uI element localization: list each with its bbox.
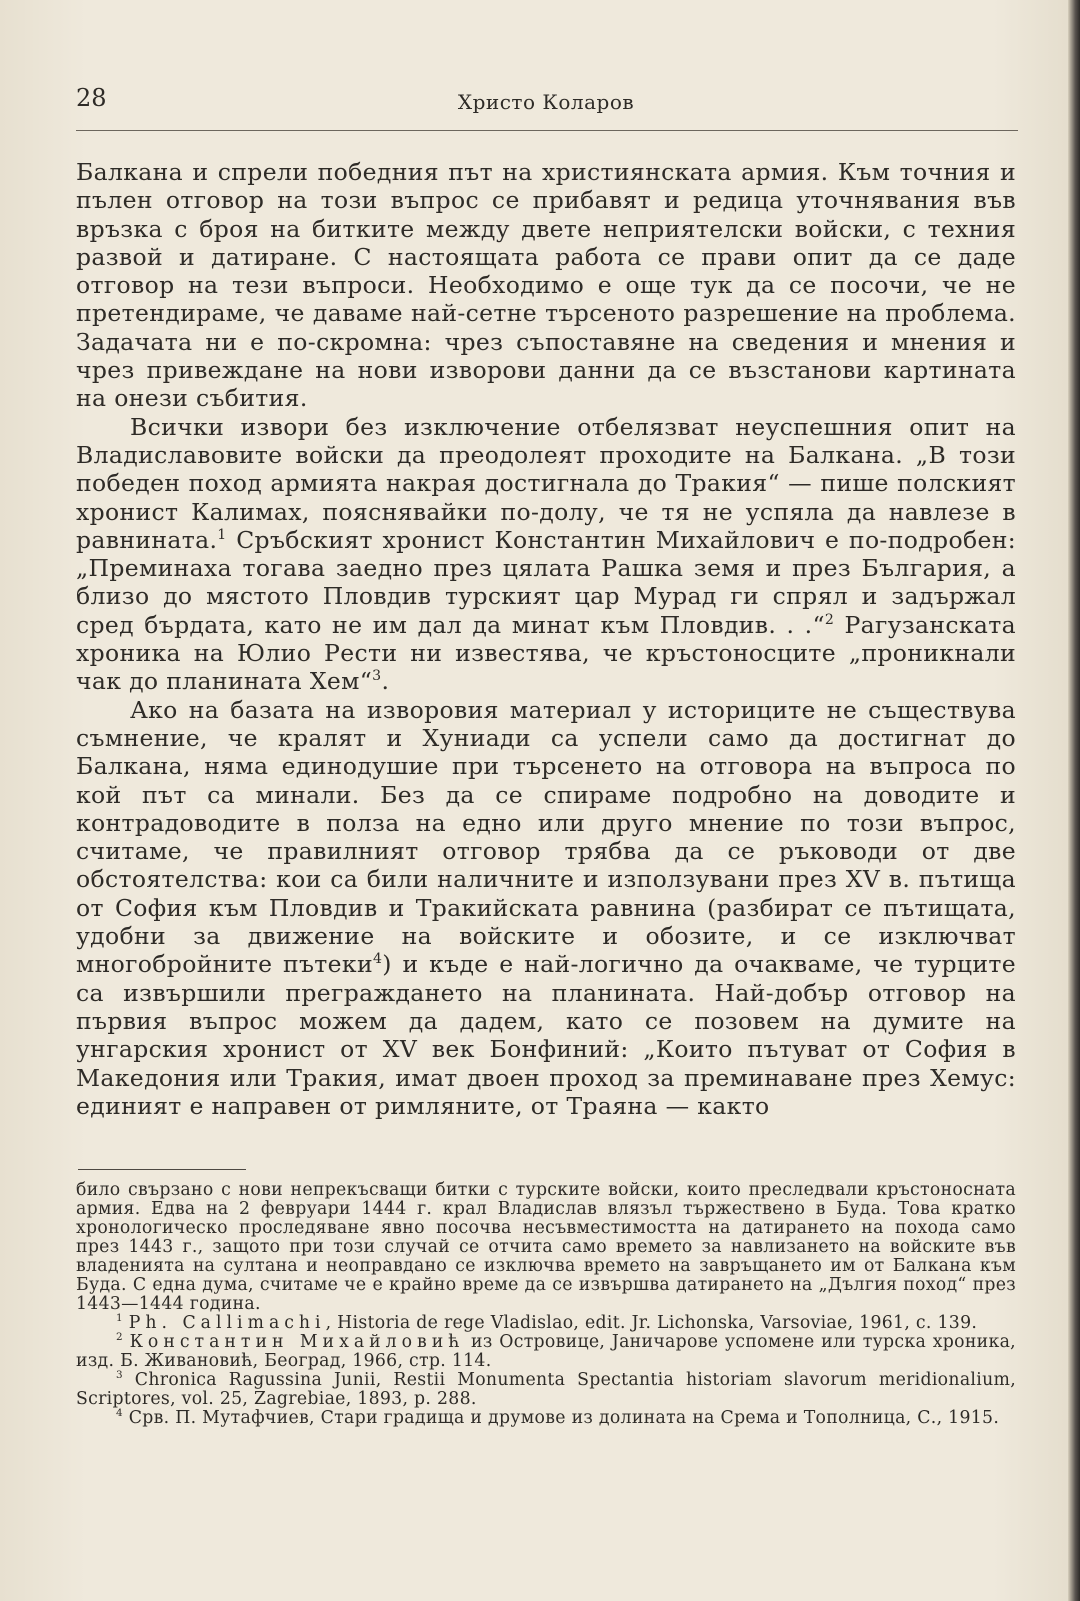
- paragraph-2-text-d: .: [381, 667, 390, 696]
- running-title: Христо Коларов: [457, 90, 635, 114]
- footnote-1-author: Ph. Callimachi: [128, 1313, 326, 1333]
- footnote-3-text: Chronica Ragussina Junii, Restii Monumenta Spectantia historiam slavorum meridionalium, Scriptores, vol. 25, Zagrebiae, 1893, p. 288.: [76, 1370, 1016, 1409]
- footnote-4: [76, 1409, 1016, 1428]
- footnote-4-text: Срв. П. Мутафчиев, Стари градища и друмове из долината на Срема и Тополница, С., 1915.: [122, 1408, 1000, 1428]
- footnote-1: [76, 1314, 1016, 1333]
- footnote-1-text: , Historia de rege Vladislao, edit. Jr. Lichonska, Varsoviae, 1961, с. 139.: [325, 1313, 978, 1333]
- footnote-ref-3: 3: [372, 668, 382, 685]
- footnote-2-text: из Островице, Јаничарове успомене или турска хроника, изд. Б. Живановић, Београд, 1966, стр. 114.: [76, 1332, 1016, 1371]
- footnote-ref-2: 2: [824, 611, 835, 628]
- footnote-3: [76, 1371, 1016, 1409]
- paragraph-2: [76, 413, 1016, 696]
- footnote-continuation: било свързано с нови непрекъсващи битки с турските войски, които преследвали кръстоносната армия. Едва на 2 февруари 1444 г. крал Владислав влязъл тържествено в Буда. Това кратко хронологическо проследяване явно посочва несъвместимостта на датирането на похода само през 1443 г., защото при този случай се отчита само времето за навлизането на войските във владенията на султана и неоправдано се изключва времето на завръщането им от Балкана към Буда. С една дума, считаме че е крайно време да се извършва датирането на „Дългия поход“ през 1443—1444 година.: [76, 1180, 1016, 1314]
- footnote-2: [76, 1333, 1016, 1371]
- footnote-2-author: Константин Михайловић: [129, 1332, 465, 1352]
- footnotes: [76, 1181, 1016, 1428]
- footnote-separator: [78, 1169, 246, 1170]
- paragraph-1-text: Балкана и спрели победния път на християнската армия. Към точния и пълен отговор на този въпрос се прибавят и редица уточнявания във връзка с броя на битките между двете неприятелски войски, с техния развой и датиране. С настоящата работа се прави опит да се даде отговор на тези въпроси. Необходимо е още тук да се посочи, че не претендираме, че даваме най-сетне търсеното разрешение на проблема. Задачата ни е по-скромна: чрез съпоставяне на сведения и мнения и чрез привеждане на нови изворови данни да се възстанови картината на онези събития.: [76, 158, 1016, 413]
- book-spine-edge: [1068, 0, 1080, 1601]
- page-header: [76, 84, 1016, 124]
- header-rule: [76, 130, 1018, 131]
- paragraph-3-text-a: Ако на базата на изворовия материал у историците не съществува съмнение, че кралят и Хуниади са успели само да достигнат до Балкана, няма единодушие при търсенето на отговора на въпроса по кой път са минали. Без да се спираме подробно на доводите и контрадоводите в полза на едно или друго мнение по този въпрос, считаме, че правилният отговор трябва да се ръководи от две обстоятелства: кои са били наличните и използувани през XV в. пътища от София към Пловдив и Тракийската равнина (разбират се пътищата, удобни за движение на войските и обозите, и се изключват многобройните пътеки: [76, 695, 1016, 979]
- footnote-ref-4: 4: [372, 951, 383, 968]
- footnote-3-number: 3: [116, 1369, 123, 1382]
- main-text: [76, 158, 1016, 1120]
- paragraph-2-text-c: Рагузанската хроника на Юлио Рести ни известява, че кръстоносците „проникнали чак до планината Хем“: [76, 610, 1017, 696]
- footnote-1-number: 1: [116, 1312, 123, 1325]
- paragraph-3-text-b: ) и къде е най-логично да очакваме, че турците са извършили преграждането на планината. Най-добър отговор на първия въпрос можем да дадем, като се позовем на думите на унгарския хронист от XV век Бонфиний: „Които пътуват от София в Македония или Тракия, имат двоен проход за преминаване през Хемус: единият е направен от римляните, от Траяна — както: [76, 950, 1016, 1120]
- footnote-4-number: 4: [116, 1407, 123, 1420]
- footnote-ref-1: 1: [217, 527, 227, 544]
- paragraph-2-text-b: Сръбският хронист Константин Михайлович е по-подробен: „Преминаха тогава заедно през цялата Рашка земя и през България, а близо до мястото Пловдив турският цар Мурад ги спрял и задържал сред бърдата, като не им дал да минат към Пловдив. . .“: [76, 525, 1016, 639]
- footnote-2-number: 2: [116, 1331, 123, 1344]
- paragraph-3: [76, 696, 1016, 1120]
- page-number: 28: [76, 84, 107, 112]
- paragraph-2-text-a: Всички извори без изключение отбелязват неуспешния опит на Владиславовите войски да преодолеят проходите на Балкана. „В този победен поход армията накрая достигнала до Тракия“ — пише полският хронист Калимах, пояснявайки по-долу, че тя не успяла да навлезе в равнината.: [76, 412, 1016, 554]
- paragraph-1: [76, 158, 1016, 413]
